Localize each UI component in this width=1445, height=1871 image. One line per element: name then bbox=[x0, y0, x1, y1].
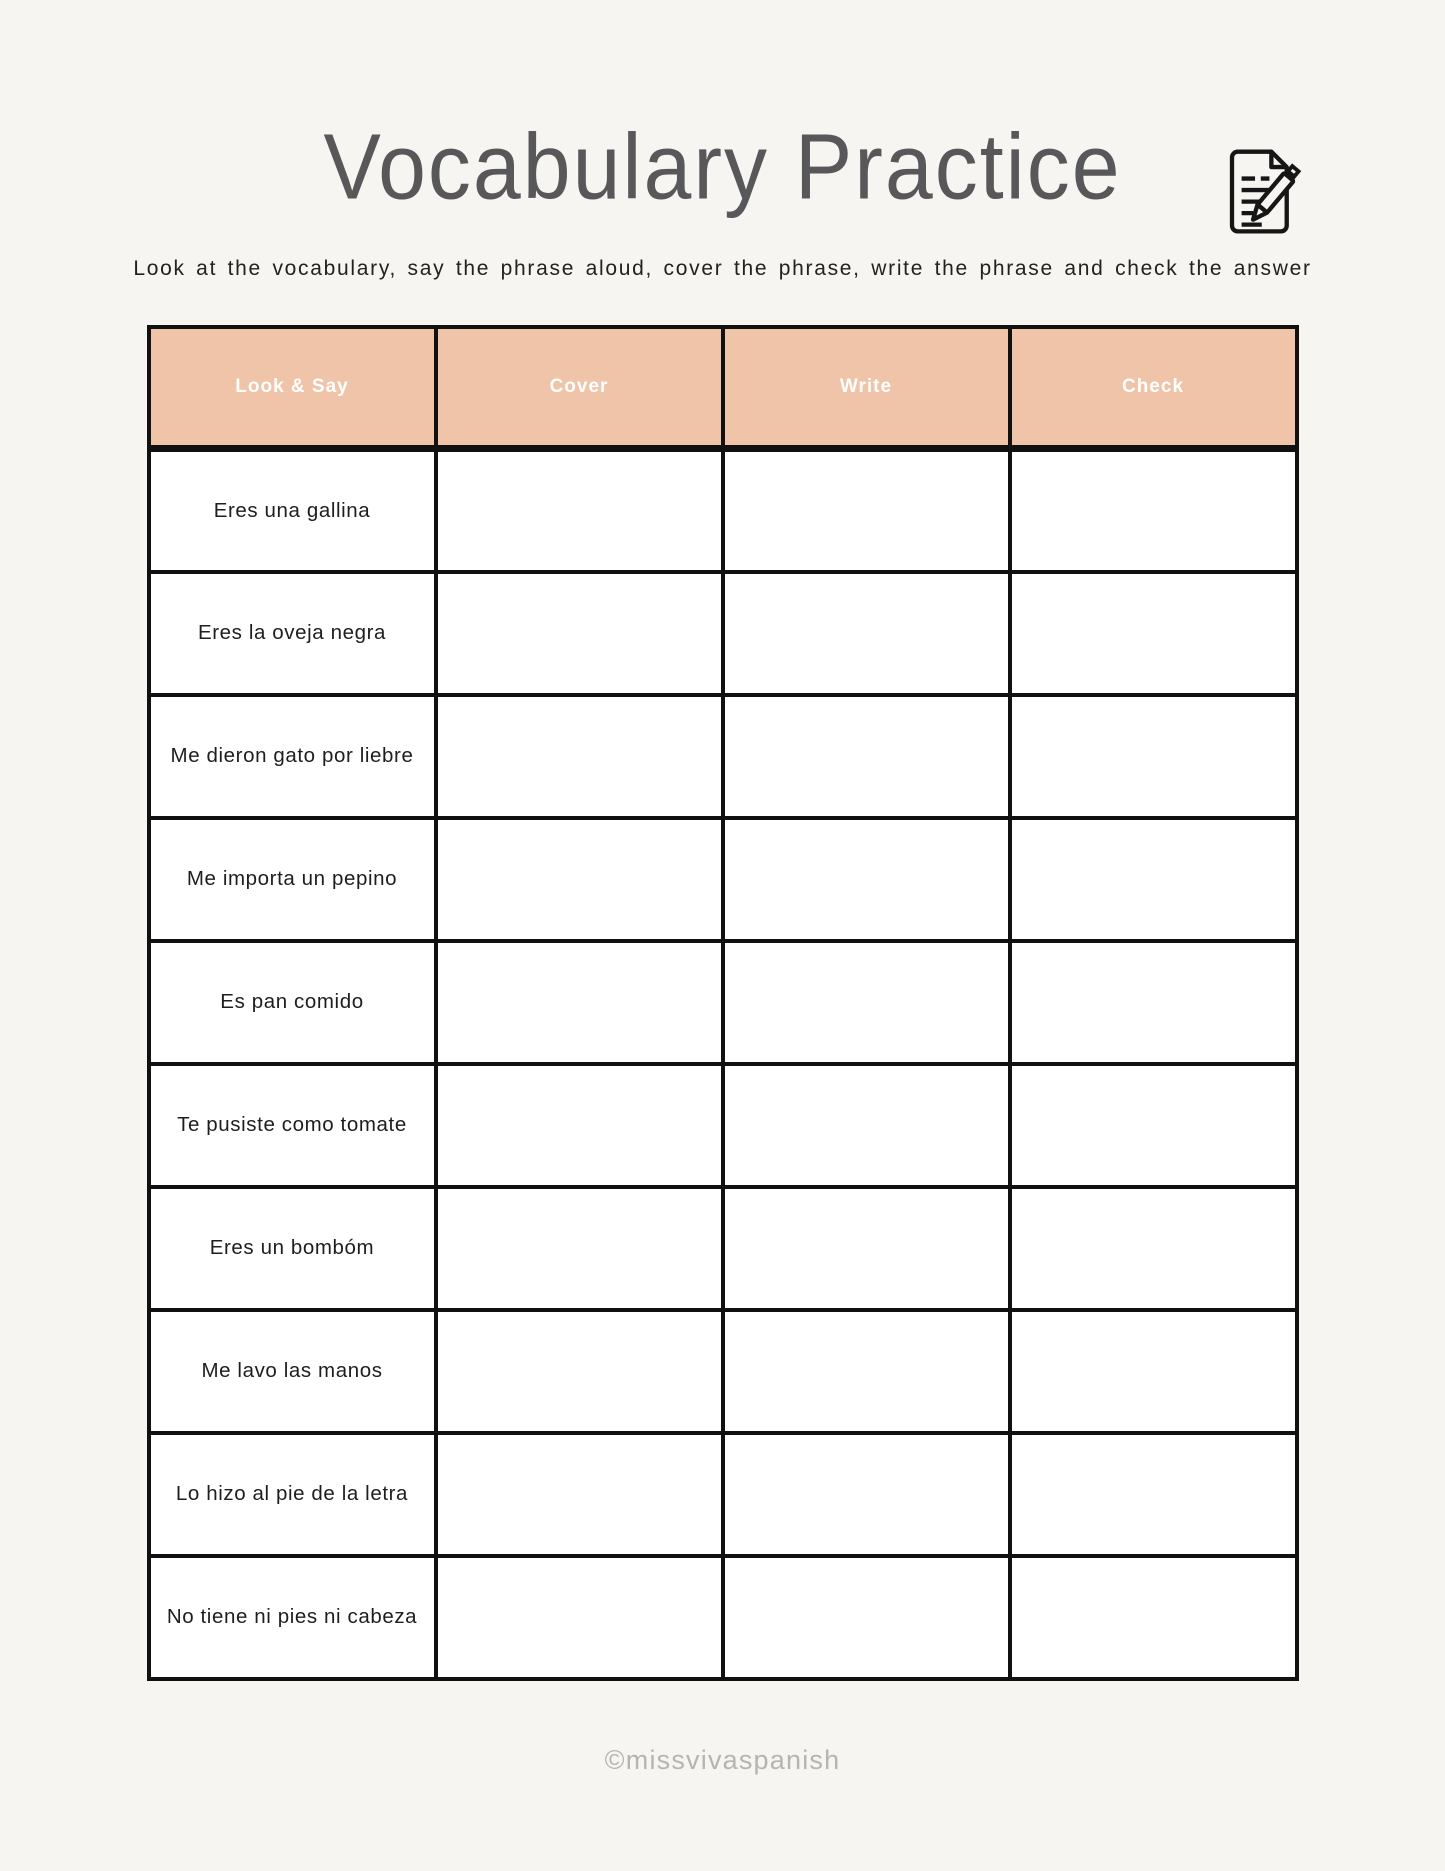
column-header-look-say: Look & Say bbox=[149, 327, 436, 449]
column-header-write: Write bbox=[723, 327, 1010, 449]
write-cell bbox=[723, 1556, 1010, 1679]
write-cell bbox=[723, 572, 1010, 695]
check-cell bbox=[1010, 449, 1297, 572]
check-cell bbox=[1010, 1556, 1297, 1679]
check-cell bbox=[1010, 818, 1297, 941]
cover-cell bbox=[436, 572, 723, 695]
table-row bbox=[149, 1064, 1297, 1187]
cover-cell bbox=[436, 1187, 723, 1310]
table-row bbox=[149, 572, 1297, 695]
cover-cell bbox=[436, 818, 723, 941]
vocabulary-table bbox=[147, 325, 1299, 1681]
write-cell bbox=[723, 1310, 1010, 1433]
column-header-check: Check bbox=[1010, 327, 1297, 449]
write-cell bbox=[723, 1187, 1010, 1310]
phrase-cell: Es pan comido bbox=[149, 941, 436, 1064]
check-cell bbox=[1010, 572, 1297, 695]
instruction-text: Look at the vocabulary, say the phrase aloud, cover the phrase, write the phrase and check the answer bbox=[133, 256, 1312, 280]
table-row bbox=[149, 695, 1297, 818]
phrase-cell: Eres un bombóm bbox=[149, 1187, 436, 1310]
write-cell bbox=[723, 941, 1010, 1064]
copyright-footer: ©missvivaspanish bbox=[604, 1744, 841, 1775]
check-cell bbox=[1010, 1187, 1297, 1310]
phrase-cell: No tiene ni pies ni cabeza bbox=[149, 1556, 436, 1679]
cover-cell bbox=[436, 1064, 723, 1187]
phrase-cell: Eres la oveja negra bbox=[149, 572, 436, 695]
table-row bbox=[149, 1556, 1297, 1679]
phrase-cell: Te pusiste como tomate bbox=[149, 1064, 436, 1187]
page-header bbox=[0, 0, 1445, 217]
cover-cell bbox=[436, 1556, 723, 1679]
column-header-cover: Cover bbox=[436, 327, 723, 449]
table-row bbox=[149, 1433, 1297, 1556]
cover-cell bbox=[436, 449, 723, 572]
table-row bbox=[149, 1310, 1297, 1433]
cover-cell bbox=[436, 1310, 723, 1433]
page-title: Vocabulary Practice bbox=[323, 115, 1122, 219]
check-cell bbox=[1010, 1064, 1297, 1187]
write-cell bbox=[723, 1064, 1010, 1187]
write-cell bbox=[723, 695, 1010, 818]
check-cell bbox=[1010, 1433, 1297, 1556]
check-cell bbox=[1010, 695, 1297, 818]
phrase-cell: Eres una gallina bbox=[149, 449, 436, 572]
cover-cell bbox=[436, 695, 723, 818]
table-row bbox=[149, 449, 1297, 572]
notepad-pencil-icon bbox=[1208, 144, 1304, 240]
write-cell bbox=[723, 449, 1010, 572]
phrase-cell: Me importa un pepino bbox=[149, 818, 436, 941]
table-row bbox=[149, 1187, 1297, 1310]
check-cell bbox=[1010, 1310, 1297, 1433]
phrase-cell: Lo hizo al pie de la letra bbox=[149, 1433, 436, 1556]
write-cell bbox=[723, 818, 1010, 941]
phrase-cell: Me dieron gato por liebre bbox=[149, 695, 436, 818]
table-row bbox=[149, 941, 1297, 1064]
table-row bbox=[149, 818, 1297, 941]
cover-cell bbox=[436, 941, 723, 1064]
check-cell bbox=[1010, 941, 1297, 1064]
table-body bbox=[149, 449, 1297, 1679]
write-cell bbox=[723, 1433, 1010, 1556]
phrase-cell: Me lavo las manos bbox=[149, 1310, 436, 1433]
cover-cell bbox=[436, 1433, 723, 1556]
table-header bbox=[149, 327, 1297, 449]
header-row bbox=[149, 327, 1297, 449]
